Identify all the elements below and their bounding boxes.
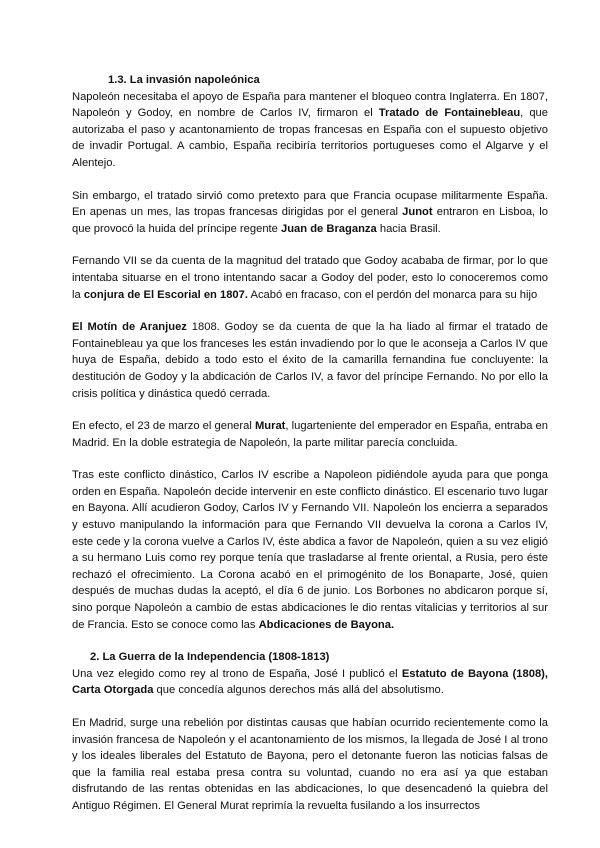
bold-term: Juan de Braganza [280,222,377,235]
bold-term: conjura de El Escorial en 1807. [83,288,248,301]
paragraph-text: Tras este conflicto dinástico, Carlos IV escribe a Napoleon pidiéndole ayuda para que ponga orden en España. Napoleón decide intervenir en este conflicto dinástico. El escenario tuvo lugar en Bayona. Allí acudieron Godoy, Carlos IV y Fernando VII. Napoleón los encierra a separados y estuvo manipulando la información para que Fernando VII devuelva la corona a Carlos IV, este cede y la corona vuelve a Carlos IV, éste abdica a favor de Napoleón, quien a su vez eligió a su hermano Luis como rey porque tenía que trasladarse al frente oriental, a Rusia, pero éste rechazó el ofrecimiento. La Corona acabó en el primogénito de los Bonaparte, José, quien después de muchas dudas la aceptó, el día 6 de junio. Los Borbones no abdicaron porque sí, sino porque Napoleón a cambio de estas abdicaciones le dio rentas vitalicias y territorios al sur de Francia. Esto se conoce como las [72,469,548,631]
paragraph-madrid [72,715,548,815]
paragraph-text: hacia Brasil. [376,222,441,235]
paragraph-text: En Madrid, surge una rebelión por distintas causas que habían ocurrido recientemente como la invasión francesa de Napoleón y el acantonamiento de los mismos, la llegada de José I al trono y los ideales liberales del Estatuto de Bayona, pero el detonante fueron las noticias falsas de que la familia real estaba presa contra su voluntad, cuando no era así ya que estaban disfrutando de las rentas obtenidas en las abdicaciones, lo que desencadenó la quiebra del Antiguo Régimen. El General Murat reprimía la revuelta fusilando a los insurrectos [72,717,548,812]
section-heading-guerra: 2. La Guerra de la Independencia (1808-1813) [90,651,330,664]
paragraph-text: Fernando VII se da cuenta de la magnitud del tratado que Godoy acababa de firmar, por lo que intentaba situarse en el trono intentando sacar a Godoy del poder, esto lo conoceremos como la [72,255,548,301]
paragraph-estatuto [72,666,548,699]
paragraph-text: , lugarteniente del emperador en España, entraba en Madrid. En la doble estrategia de Napoleón, la parte militar parecía concluida. [72,420,548,449]
paragraph-text: Acabó en fracaso, con el perdón del monarca para su hijo [248,288,538,301]
bold-term: Abdicaciones de Bayona. [258,618,395,631]
paragraph-text: En efecto, el 23 de marzo el general [72,420,255,433]
paragraph-text: Una vez elegido como rey al trono de España, José I publicó el [72,667,402,680]
paragraph-fontainebleau [72,89,548,172]
bold-term: Murat [254,420,286,433]
paragraph-escorial [72,253,548,303]
bold-term: Estatuto de Bayona (1808), Carta Otorgada [72,667,549,697]
bold-term: Junot [402,206,433,219]
section-heading-invasion: 1.3. La invasión napoleónica [108,74,260,86]
paragraph-text: Napoleón necesitaba el apoyo de España para mantener el bloqueo contra Inglaterra. En 1807, Napoleón y Godoy, en nombre de Carlos IV, firmaron el [72,90,548,120]
paragraph-aranjuez [72,319,548,402]
paragraph-text: que concedía algunos derechos más allá del absolutismo. [153,684,444,697]
bold-term: El Motín de Aranjuez [72,321,187,334]
paragraph-text: entraron en Lisboa, lo que provocó la huida del príncipe regente [72,206,548,235]
bold-term: Tratado de Fontainebleau [378,107,521,120]
paragraph-text: 1808. Godoy se da cuenta de que la ha liado al firmar el tratado de Fontainebleau ya que los franceses les están invadiendo por lo que le aconseja a Carlos IV que huya de España, debido a todo esto el éxito de la camarilla fernandina fue concluyente: la destitución de Godoy y la abdicación de Carlos IV, a favor del príncipe Fernando. No por ello la crisis política y dinástica quedó cerrada. [72,321,548,400]
paragraph-text: , que autorizaba el paso y acantonamiento de tropas francesas en España con el supuesto objetivo de invadir Portugal. A cambio, España recibiría territorios portugueses como el Algarve y el Alentejo. [72,107,548,169]
paragraph-bayona [72,467,548,633]
paragraph-murat [72,418,548,451]
paragraph-text: Sin embargo, el tratado sirvió como pretexto para que Francia ocupase militarmente España. En apenas un mes, las tropas francesas dirigidas por el general [72,189,548,219]
paragraph-ocupacion [72,188,548,238]
